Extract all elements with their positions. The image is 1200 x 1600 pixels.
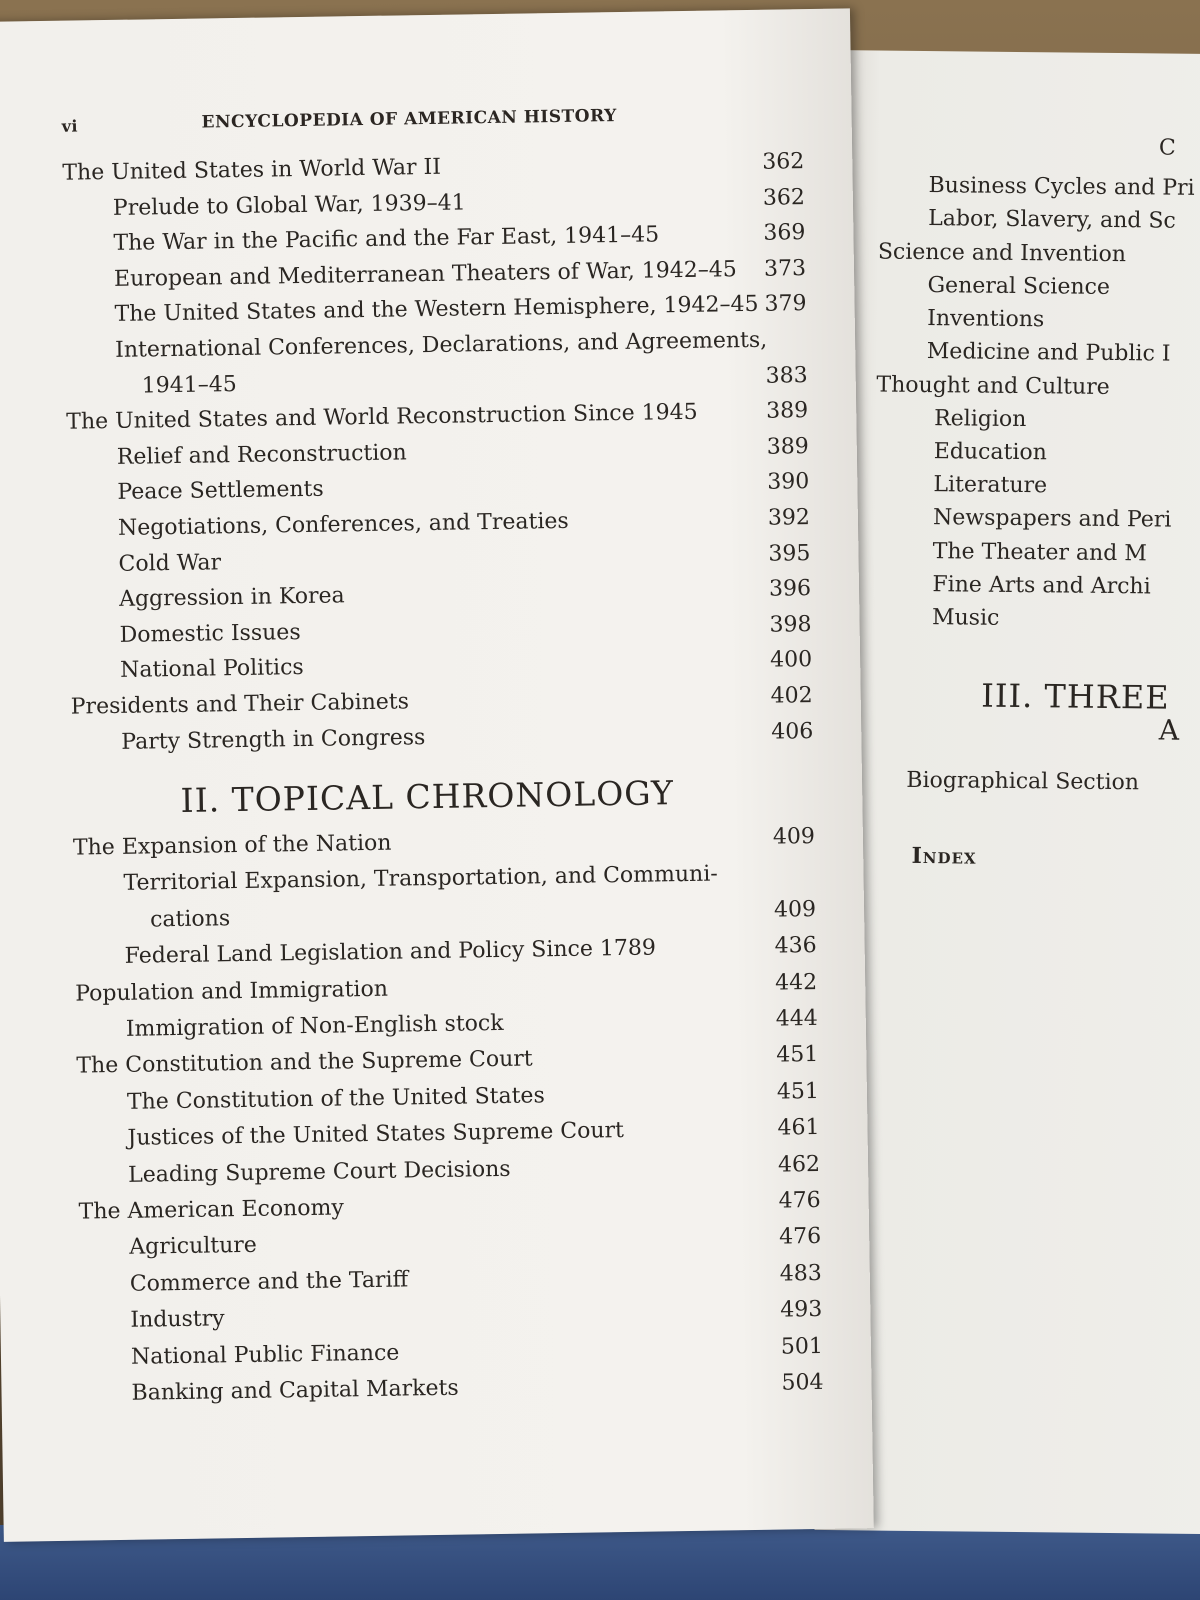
toc-entry: Newspapers and Peri [932, 505, 1172, 533]
toc-entry-page-number: 369 [763, 220, 806, 246]
toc-entry-page-number: 406 [771, 718, 814, 745]
toc-entry-page-number: 493 [780, 1297, 823, 1323]
toc-entry-page-number: 398 [769, 611, 812, 638]
toc-entry: General Science [927, 273, 1111, 300]
toc-entry: Inventions [927, 306, 1045, 333]
toc-entry-page-number: 400 [769, 647, 813, 674]
toc-entry-title: National Public Finance [130, 1340, 400, 1370]
toc-entry-page-number: 442 [774, 969, 818, 996]
toc-entry-page-number: 402 [770, 683, 813, 709]
page-folio: vi [61, 116, 79, 136]
toc-entry: Education [933, 439, 1047, 466]
toc-entry-title: The United States in World War II [62, 154, 442, 186]
toc-entry-title: International Conferences, Declarations, and Agreements, [114, 327, 768, 363]
toc-entry-title: The War in the Pacific and the Far East, 1941–45 [113, 222, 660, 257]
toc-entry-page-number: 504 [781, 1369, 824, 1396]
running-head [61, 103, 791, 136]
toc-entry-title: Prelude to Global War, 1939–41 [112, 189, 466, 221]
toc-entry-title: Population and Immigration [75, 976, 389, 1007]
toc-entry-title: Industry [130, 1306, 225, 1333]
toc-entry-title: The Constitution and the Supreme Court [76, 1046, 533, 1080]
toc-entry-title: Immigration of Non-English stock [125, 1010, 504, 1042]
toc-entry: Labor, Slavery, and Sc [928, 206, 1176, 234]
index-entry: Index [911, 842, 977, 870]
section-heading-three: III. THREE [981, 676, 1170, 717]
section-heading-fragment: A [1158, 713, 1181, 747]
toc-entry: Fine Arts and Archi [932, 572, 1151, 600]
right-page [815, 50, 1200, 1534]
toc-entry-title: Aggression in Korea [118, 583, 345, 613]
toc-entry-title: Justices of the United States Supreme Court [127, 1118, 625, 1152]
toc-entry-title: 1941–45 [141, 371, 237, 399]
toc-entry-page-number: 362 [762, 149, 805, 175]
toc-entry-page-number: 409 [772, 823, 816, 850]
toc-entry-title: Party Strength in Congress [121, 724, 426, 755]
toc-entry-page-number: 409 [773, 896, 817, 923]
toc-entry-page-number: 396 [768, 576, 812, 602]
toc-entry-page-number: 483 [779, 1260, 822, 1287]
toc-entry: The Theater and M [932, 539, 1147, 567]
left-page [0, 8, 874, 1541]
toc-entry-page-number: 462 [777, 1151, 821, 1178]
toc-entry-title: The Constitution of the United States [126, 1083, 545, 1115]
toc-entry-page-number: 436 [774, 933, 817, 959]
toc-entry: Religion [934, 406, 1027, 433]
toc-entry-title: The Expansion of the Nation [72, 830, 392, 861]
toc-entry-title: National Politics [120, 655, 304, 684]
toc-entry: Business Cycles and Pri [928, 173, 1195, 201]
section-heading-topical: II. TOPICAL CHRONOLOGY [180, 773, 675, 820]
toc-entry-title: The United States and the Western Hemisphere, 1942–45 [114, 292, 759, 328]
biographical-section-entry: Biographical Section [906, 767, 1140, 796]
toc-entry-page-number: 476 [778, 1224, 822, 1250]
toc-entry-title: Cold War [118, 549, 222, 577]
toc-entry-page-number: 395 [768, 540, 811, 567]
toc-entry-page-number: 461 [777, 1115, 820, 1141]
toc-entry: Science and Invention [877, 239, 1127, 268]
toc-entry-page-number: 390 [767, 469, 810, 496]
toc-entry-title: The United States and World Reconstruction Since 1945 [66, 399, 698, 435]
toc-entry-title: Presidents and Their Cabinets [70, 689, 410, 720]
toc-entry-page-number: 444 [775, 1005, 818, 1032]
toc-entry-page-number: 389 [766, 433, 809, 460]
toc-entry-page-number: 451 [776, 1042, 819, 1069]
running-head-fragment: C [1158, 135, 1176, 161]
right-toc-list [830, 50, 1200, 631]
toc-entry-title: Commerce and the Tariff [129, 1267, 409, 1297]
toc-entry-page-number: 389 [766, 398, 809, 424]
running-title: ENCYCLOPEDIA OF AMERICAN HISTORY [201, 106, 617, 133]
toc-entry-title: Federal Land Legislation and Policy Since 1789 [124, 935, 657, 970]
toc-entry-title: Territorial Expansion, Transportation, and Communi- [123, 861, 718, 897]
toc-entry-title: Relief and Reconstruction [116, 440, 407, 470]
toc-entry: Music [931, 605, 1000, 631]
toc-entry-page-number: 383 [765, 362, 808, 389]
toc-entry: Literature [933, 472, 1048, 499]
toc-entry-title: Peace Settlements [117, 477, 324, 506]
toc-entry-title: cations [149, 905, 231, 933]
toc-entry-page-number: 373 [763, 255, 807, 282]
toc-entry-page-number: 392 [767, 505, 811, 531]
toc-entry-page-number: 379 [764, 291, 807, 318]
toc-entry-page-number: 476 [778, 1187, 821, 1214]
toc-entry-page-number: 451 [776, 1078, 820, 1105]
toc-entry: Thought and Culture [876, 372, 1110, 400]
toc-entry-title: Domestic Issues [119, 619, 301, 648]
toc-entry: Medicine and Public I [926, 339, 1171, 367]
toc-entry-title: Negotiations, Conferences, and Treaties [117, 508, 569, 541]
toc-entry-title: The American Economy [78, 1195, 344, 1225]
toc-entry-page-number: 501 [780, 1333, 824, 1360]
toc-entry-title: Agriculture [129, 1233, 258, 1261]
toc-entry-title: European and Mediterranean Theaters of War, 1942–45 [113, 256, 737, 292]
toc-entry-title: Banking and Capital Markets [131, 1375, 459, 1406]
toc-entry-title: Leading Supreme Court Decisions [127, 1156, 511, 1188]
toc-entry-page-number: 362 [762, 184, 806, 211]
